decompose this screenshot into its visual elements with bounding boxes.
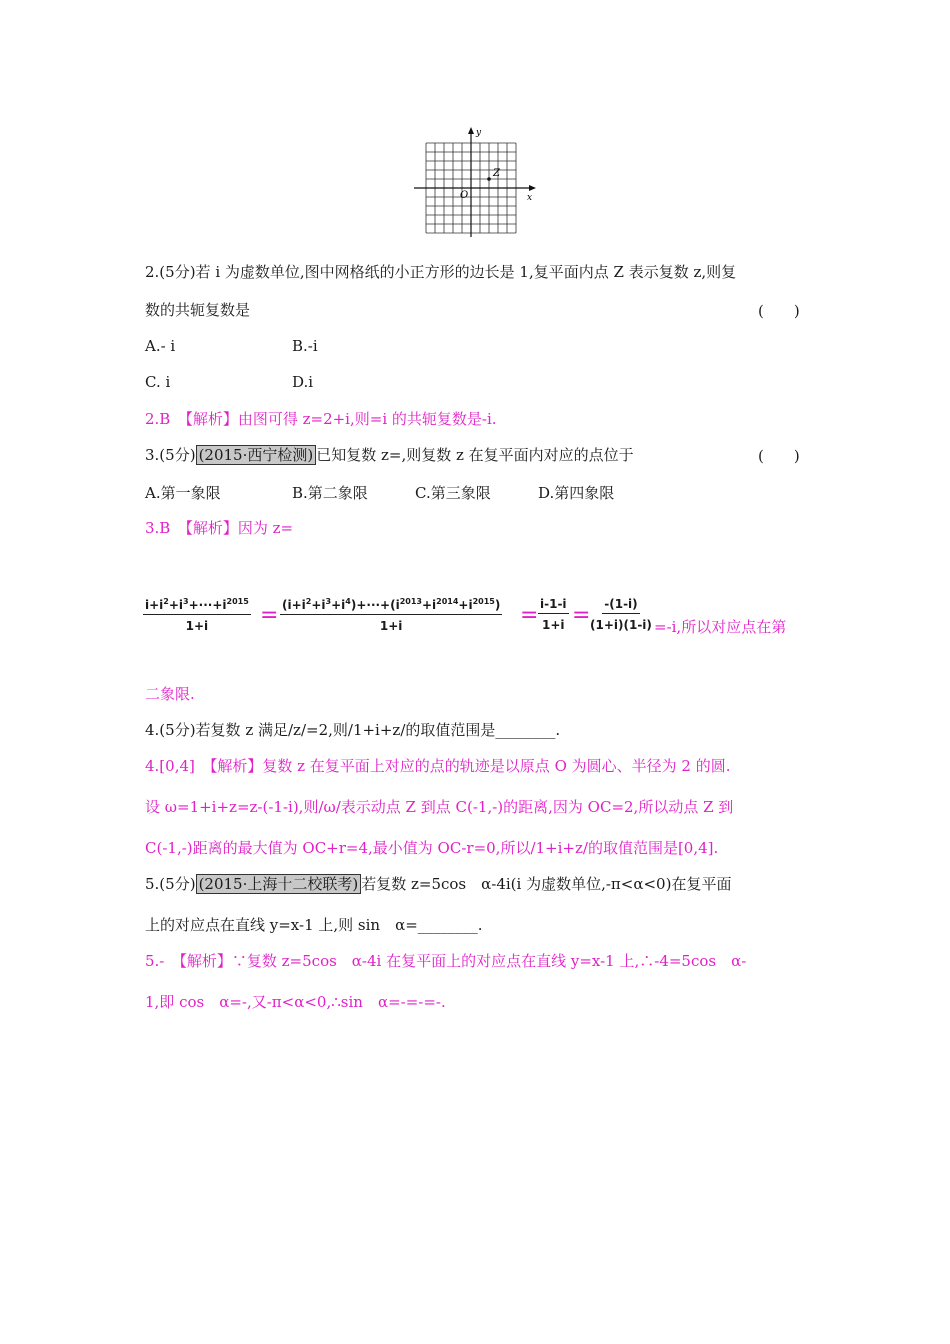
q2-stem-line1: 2.(5分)若 i 为虚数单位,图中网格纸的小正方形的边长是 1,复平面内点 Z 表示复数 z,则复: [145, 263, 737, 281]
q3-option-d: D.第四象限: [538, 484, 615, 502]
q3-option-c: C.第三象限: [415, 484, 491, 502]
q4-answer-line3: C(-1,-)距离的最大值为 OC+r=4,最小值为 OC-r=0,所以/1+i+z/的取值范围是[0,4].: [145, 839, 719, 857]
q5-stem-line2: 上的对应点在直线 y=x-1 上,则 sin α=________.: [145, 916, 483, 934]
q3-equals-1: =: [260, 603, 279, 628]
q3-source-tag: (2015·西宁检测): [196, 445, 317, 465]
q3-answer-head: 3.B 【解析】因为 z=: [145, 519, 294, 537]
q3-answer-end: 二象限.: [145, 685, 195, 703]
q3-stem-text: 已知复数 z=,则复数 z 在复平面内对应的点位于: [316, 446, 634, 464]
q5-answer-line1: 5.- 【解析】∵复数 z=5cos α-4i 在复平面上的对应点在直线 y=x-1 上,∴-4=5cos α-: [145, 952, 747, 970]
q5-answer-line2: 1,即 cos α=-,又-π<α<0,∴sin α=-=-=-.: [145, 993, 446, 1011]
q3-equation-tail: =-i,所以对应点在第: [654, 618, 787, 636]
q5-number: 5.(5分): [145, 875, 196, 893]
q5-stem-text: 若复数 z=5cos α-4i(i 为虚数单位,-π<α<0)在复平面: [361, 875, 732, 893]
y-axis-label: y: [476, 128, 482, 138]
q2-option-b: B.-i: [292, 337, 318, 355]
q2-answer-paren: ( ): [758, 302, 800, 320]
complex-plane-figure: [410, 125, 540, 240]
q3-option-a: A.第一象限: [145, 484, 221, 502]
q3-option-b: B.第二象限: [292, 484, 368, 502]
q3-equals-3: =: [572, 603, 591, 628]
q3-equals-2: =: [520, 603, 539, 628]
q2-stem-line2: 数的共轭复数是: [145, 301, 251, 319]
q3-fraction-3: $\frac{i-1-i}{1+i}$: [540, 597, 567, 632]
q3-fraction-1: $\frac{i+i^2+i^3+\cdot\cdot\cdot+i^{2015}}{1+i}$: [145, 597, 249, 633]
q5-source-tag: (2015·上海十二校联考): [196, 874, 362, 894]
q4-answer-line2: 设 ω=1+i+z=z-(-1-i),则/ω/表示动点 Z 到点 C(-1,-)的距离,因为 OC=2,所以动点 Z 到: [145, 798, 734, 816]
q3-fraction-2: $\frac{(i+i^2+i^3+i^4)+\cdot\cdot\cdot+(i^{2013}+i^{2014}+i^{2015})}{1+i}$: [282, 597, 501, 633]
q3-answer-paren: ( ): [758, 447, 800, 465]
point-z-label: Z: [493, 168, 500, 179]
q4-stem: 4.(5分)若复数 z 满足/z/=2,则/1+i+z/的取值范围是________.: [145, 721, 561, 739]
x-axis-label: x: [527, 193, 533, 203]
q2-option-a: A.- i: [145, 337, 176, 355]
q3-fraction-4: $\frac{-(1-i)}{(1+i)(1-i)}$: [590, 597, 652, 632]
origin-label: O: [460, 190, 469, 201]
q4-answer-line1: 4.[0,4] 【解析】复数 z 在复平面上对应的点的轨迹是以原点 O 为圆心、半径为 2 的圆.: [145, 757, 731, 775]
q3-stem: [145, 445, 634, 465]
q2-option-d: D.i: [292, 373, 314, 391]
q2-answer: 2.B 【解析】由图可得 z=2+i,则=i 的共轭复数是-i.: [145, 410, 497, 428]
q5-stem-line1: [145, 874, 731, 894]
q2-option-c: C. i: [145, 373, 171, 391]
q3-number: 3.(5分): [145, 446, 196, 464]
